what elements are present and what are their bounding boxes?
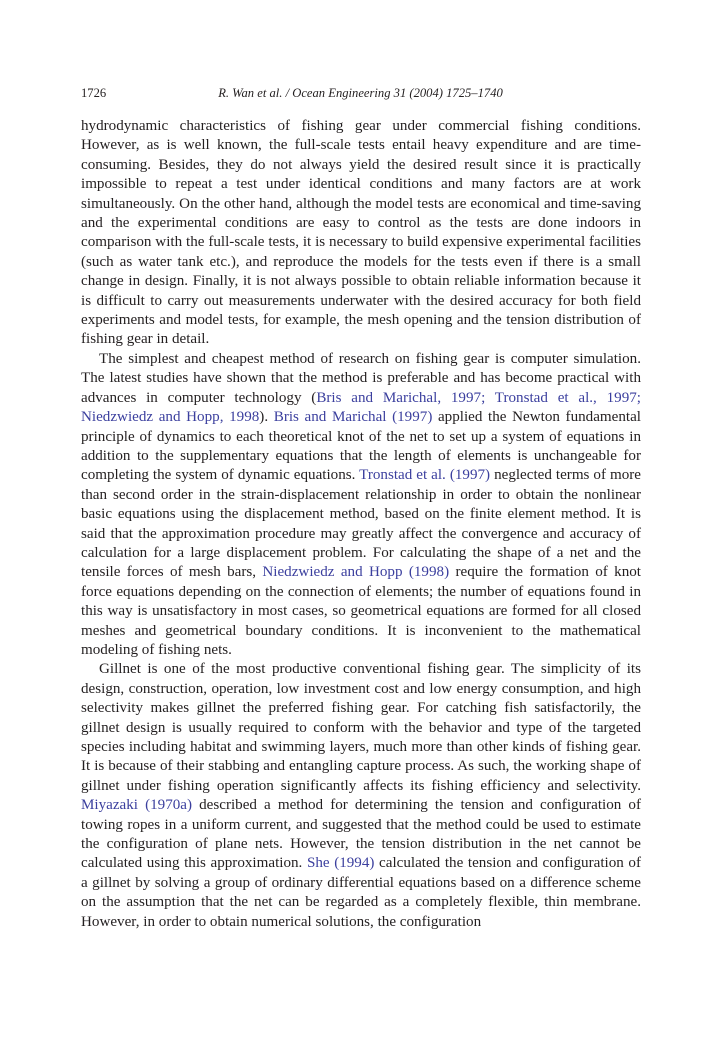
paragraph-3 bbox=[81, 660, 641, 932]
paragraph-2-text: applied the Newton fundamental principle of dynamics to each theoretical knot of the net to set up a system of equations in addition to the supplementary equations that the length of elements is unchangeable for completing the system of dynamic equations. bbox=[81, 409, 641, 484]
citation-link-bris-tronstad-niedzwiedz[interactable]: Bris and Marichal, 1997; Tronstad et al., 1997; Niedzwiedz and Hopp, 1998 bbox=[81, 389, 641, 426]
paragraph-2 bbox=[81, 350, 641, 661]
paragraph-3-text: calculated the tension and configuration of a gillnet by solving a group of ordinary differential equations based on a difference scheme on the assumption that the net can be regarded as a completely flexible, thin membrane. However, in order to obtain numerical solutions, the configuration bbox=[81, 855, 641, 930]
paragraph-3-text: described a method for determining the tension and configuration of towing ropes in a uniform current, and suggested that the method could be used to estimate the configuration of plane nets. However, the tension distribution in the net cannot be calculated using this approximation. bbox=[81, 797, 641, 872]
citation-link-niedzwiedz-hopp-1998[interactable]: Niedzwiedz and Hopp (1998) bbox=[262, 564, 450, 581]
article-body bbox=[81, 117, 641, 932]
paragraph-2-text: require the formation of knot force equations depending on the connection of elements; the number of equations found in this way is unsatisfactory in most cases, so geometrical equations are formed for all closed meshes and geometrical boundary conditions. It is inconvenient to the mathematical modeling of fishing nets. bbox=[81, 564, 641, 658]
paragraph-1: hydrodynamic characteristics of fishing gear under commercial fishing conditions. However, as is well known, the full-scale tests entail heavy expenditure and are time-consuming. Besides, they do not always yield the desired result since it is practically impossible to repeat a test under identical conditions and many factors are at work simultaneously. On the other hand, although the model tests are economical and time-saving and the experimental conditions are easy to control as the tests are done indoors in comparison with the full-scale tests, it is necessary to build expensive experimental facilities (such as water tank etc.), and reproduce the models for the tests even if there is a small change in design. Finally, it is not always possible to obtain reliable information because it is difficult to carry out measurements underwater with the desired accuracy for both field experiments and model tests, for example, the mesh opening and the tension distribution of fishing gear in detail. bbox=[81, 118, 641, 348]
citation-link-miyazaki-1970a[interactable]: Miyazaki (1970a) bbox=[81, 797, 193, 814]
citation-link-she-1994[interactable]: She (1994) bbox=[306, 855, 375, 872]
paragraph-3-text: Gillnet is one of the most productive conventional fishing gear. The simplicity of its design, construction, operation, low investment cost and low energy consumption, and high selectivity makes gillnet the preferred fishing gear. For catching fish satisfactorily, the gillnet design is usually required to conform with the behavior and type of the targeted species including habitat and swimming layers, much more than other kinds of fishing gear. It is because of their stabbing and entangling capture process. As such, the working shape of gillnet under fishing operation significantly affects its fishing efficiency and selectivity. bbox=[81, 661, 641, 794]
page-number: 1726 bbox=[81, 86, 107, 100]
citation-link-bris-marichal-1997[interactable]: Bris and Marichal (1997) bbox=[273, 409, 433, 426]
running-head bbox=[81, 84, 640, 102]
paragraph-2-text: neglected terms of more than second order in the strain-displacement relationship in order to obtain the nonlinear basic equations using the displacement method, based on the finite element method. It is said that the approximation procedure may greatly affect the convergence and accuracy of calculation for a large displacement problem. For calculating the shape of a net and the tensile forces of mesh bars, bbox=[81, 467, 642, 581]
citation-link-tronstad-1997[interactable]: Tronstad et al. (1997) bbox=[359, 467, 491, 484]
paragraph-2-text: The simplest and cheapest method of research on fishing gear is computer simulation. The latest studies have shown that the method is preferable and has become practical with advances in computer technology ( bbox=[81, 350, 641, 406]
journal-citation: R. Wan et al. / Ocean Engineering 31 (2004) 1725–1740 bbox=[218, 86, 503, 100]
paragraph-2-text: ). bbox=[259, 409, 274, 426]
